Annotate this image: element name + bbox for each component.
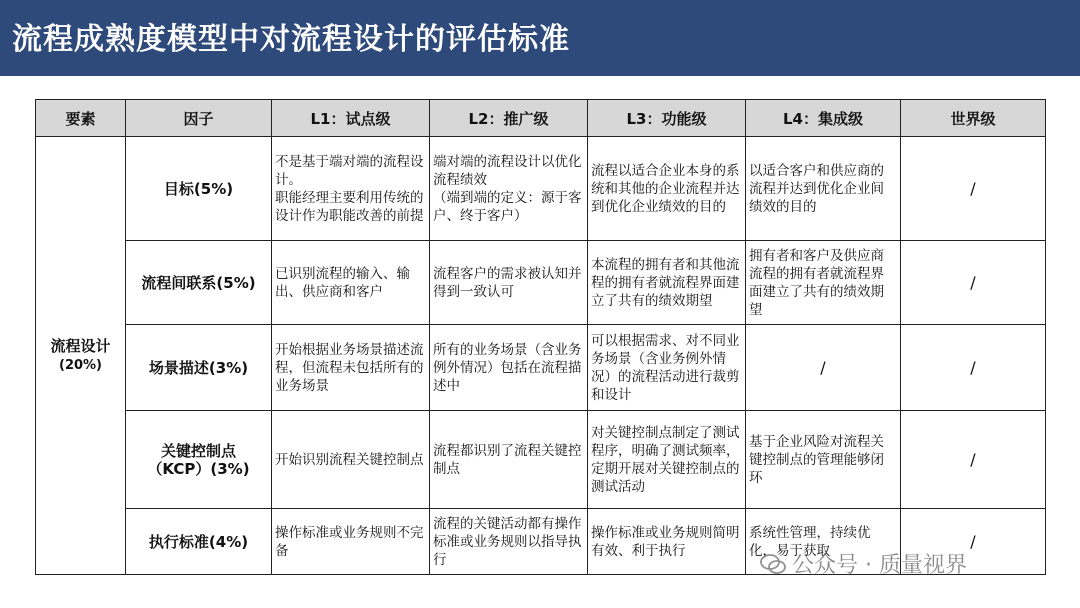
table-row <box>36 411 1046 509</box>
l3-cell: 操作标准或业务规则简明有效、利于执行 <box>588 509 746 575</box>
factor-cell: 流程间联系(5%) <box>126 241 272 325</box>
table-row <box>36 325 1046 411</box>
world-cell: / <box>901 509 1046 575</box>
watermark-text: 公众号 · 质量视界 <box>792 553 967 578</box>
column-header-l3: L3：功能级 <box>588 100 746 137</box>
table-row <box>36 241 1046 325</box>
column-header-l1: L1：试点级 <box>272 100 430 137</box>
page-title: 流程成熟度模型中对流程设计的评估标准 <box>12 22 570 57</box>
l3-cell: 对关键控制点制定了测试程序，明确了测试频率，定期开展对关键控制点的测试活动 <box>588 411 746 509</box>
header-row <box>36 100 1046 137</box>
l1-cell: 不是基于端对端的流程设计。 职能经理主要利用传统的设计作为职能改善的前提 <box>272 137 430 241</box>
l2-cell: 流程的关键活动都有操作标准或业务规则以指导执行 <box>430 509 588 575</box>
factor-cell: 目标(5%) <box>126 137 272 241</box>
element-weight: (20%) <box>59 357 102 373</box>
world-cell: / <box>901 137 1046 241</box>
l1-cell: 开始识别流程关键控制点 <box>272 411 430 509</box>
l4-cell: 系统性管理，持续优化，易于获取 <box>746 509 901 575</box>
l4-cell: 以适合客户和供应商的流程并达到优化企业间绩效的目的 <box>746 137 901 241</box>
world-cell: / <box>901 241 1046 325</box>
l1-cell: 已识别流程的输入、输出、供应商和客户 <box>272 241 430 325</box>
world-cell: / <box>901 411 1046 509</box>
l2-cell: 流程客户的需求被认知并得到一致认可 <box>430 241 588 325</box>
wechat-icon <box>760 553 786 575</box>
evaluation-table <box>35 99 1045 574</box>
title-banner <box>0 0 1080 76</box>
table-row <box>36 137 1046 241</box>
l4-cell: 拥有者和客户及供应商流程的拥有者就流程界面建立了共有的绩效期望 <box>746 241 901 325</box>
l1-cell: 操作标准或业务规则不完备 <box>272 509 430 575</box>
column-header-element: 要素 <box>36 100 126 137</box>
world-cell: / <box>901 325 1046 411</box>
l3-cell: 可以根据需求、对不同业务场景（含业务例外情况）的流程活动进行裁剪和设计 <box>588 325 746 411</box>
column-header-l4: L4：集成级 <box>746 100 901 137</box>
l4-cell: 基于企业风险对流程关键控制点的管理能够闭环 <box>746 411 901 509</box>
l2-cell: 端对端的流程设计以优化流程绩效 （端到端的定义：源于客户、终于客户） <box>430 137 588 241</box>
l2-cell: 流程都识别了流程关键控制点 <box>430 411 588 509</box>
l1-cell: 开始根据业务场景描述流程，但流程未包括所有的业务场景 <box>272 325 430 411</box>
column-header-factor: 因子 <box>126 100 272 137</box>
l2-cell: 所有的业务场景（含业务例外情况）包括在流程描述中 <box>430 325 588 411</box>
factor-cell: 场景描述(3%) <box>126 325 272 411</box>
factor-cell: 关键控制点 （KCP）(3%) <box>126 411 272 509</box>
column-header-l2: L2：推广级 <box>430 100 588 137</box>
l3-cell: 流程以适合企业本身的系统和其他的企业流程并达到优化企业绩效的目的 <box>588 137 746 241</box>
column-header-world: 世界级 <box>901 100 1046 137</box>
l3-cell: 本流程的拥有者和其他流程的拥有者就流程界面建立了共有的绩效期望 <box>588 241 746 325</box>
watermark <box>760 548 967 579</box>
l4-cell: / <box>746 325 901 411</box>
factor-cell: 执行标准(4%) <box>126 509 272 575</box>
element-label: 流程设计 <box>50 336 111 355</box>
element-cell <box>36 137 126 575</box>
